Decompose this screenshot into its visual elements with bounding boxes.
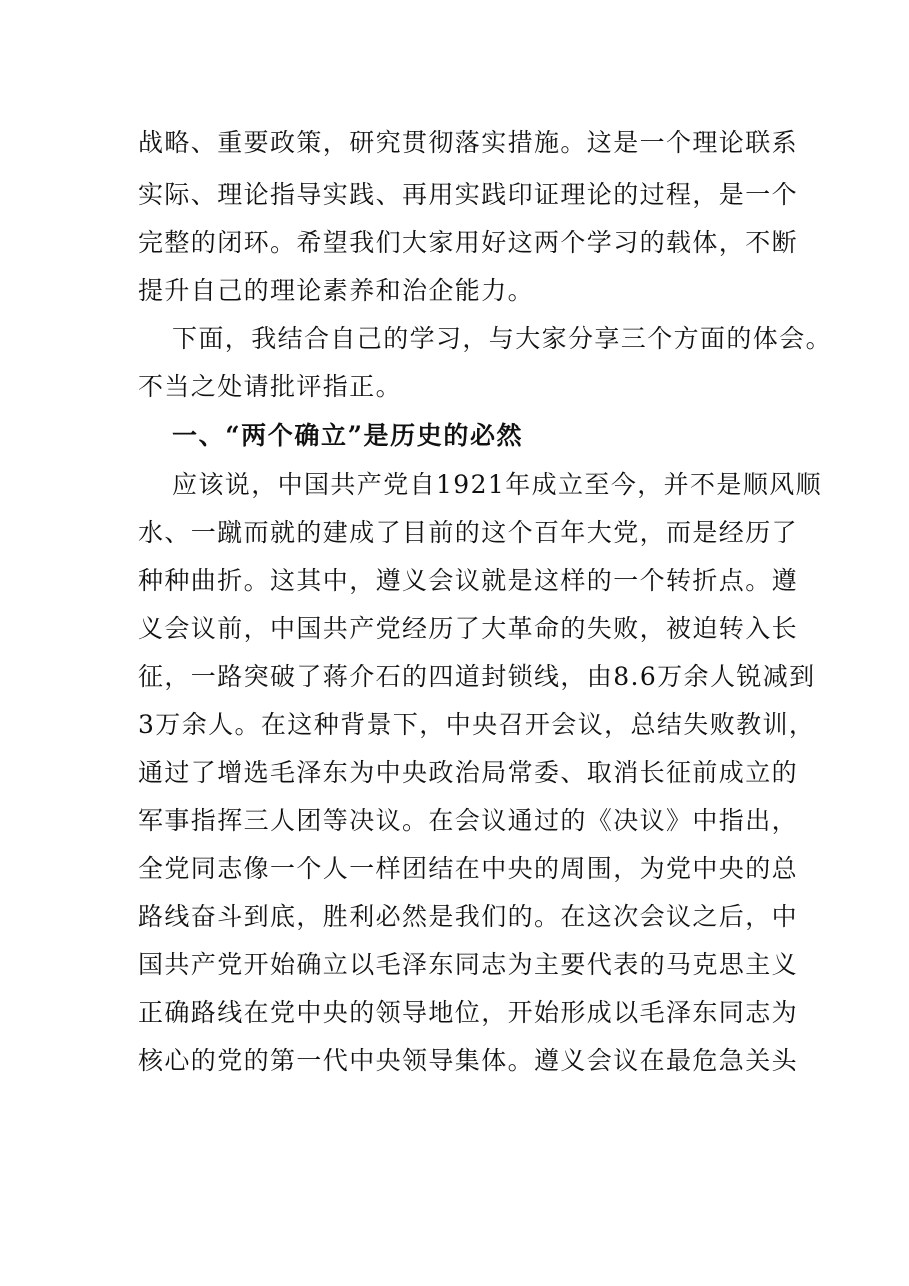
paragraph-line: 军事指挥三人团等决议。在会议通过的《决议》中指出，: [138, 806, 799, 835]
paragraph-line: 核心的党的第一代中央领导集体。遵义会议在最危急关头: [138, 1046, 799, 1075]
paragraph-line: 3万余人。在这种背景下，中央召开会议，总结失败教训，: [138, 710, 816, 739]
paragraph-line: 义会议前，中国共产党经历了大革命的失败，被迫转入长: [138, 614, 799, 643]
paragraph-line: 完整的闭环。希望我们大家用好这两个学习的载体，不断: [138, 228, 799, 257]
paragraph-line: 征，一路突破了蒋介石的四道封锁线，由8.6万余人锐减到: [138, 662, 816, 691]
paragraph-line: 战略、重要政策，研究贯彻落实措施。这是一个理论联系: [138, 128, 799, 157]
paragraph-line: 路线奋斗到底，胜利必然是我们的。在这次会议之后，中: [138, 902, 799, 931]
paragraph-line: 下面，我结合自己的学习，与大家分享三个方面的体会。: [172, 324, 833, 353]
paragraph-line: 提升自己的理论素养和治企能力。: [138, 276, 535, 305]
paragraph-line: 不当之处请批评指正。: [138, 372, 403, 401]
paragraph-line: 正确路线在党中央的领导地位，开始形成以毛泽东同志为: [138, 998, 799, 1027]
paragraph-line: 国共产党开始确立以毛泽东同志为主要代表的马克思主义: [138, 950, 799, 979]
section-heading: 一、“两个确立”是历史的必然: [172, 421, 524, 450]
paragraph-line: 种种曲折。这其中，遵义会议就是这样的一个转折点。遵: [138, 566, 799, 595]
paragraph-line: 通过了增选毛泽东为中央政治局常委、取消长征前成立的: [138, 758, 799, 787]
paragraph-line: 应该说，中国共产党自1921年成立至今，并不是顺风顺: [172, 470, 823, 499]
paragraph-line: 全党同志像一个人一样团结在中央的周围，为党中央的总: [138, 854, 799, 883]
paragraph-line: 实际、理论指导实践、再用实践印证理论的过程，是一个: [138, 180, 799, 209]
paragraph-line: 水、一蹴而就的建成了目前的这个百年大党，而是经历了: [138, 518, 799, 547]
